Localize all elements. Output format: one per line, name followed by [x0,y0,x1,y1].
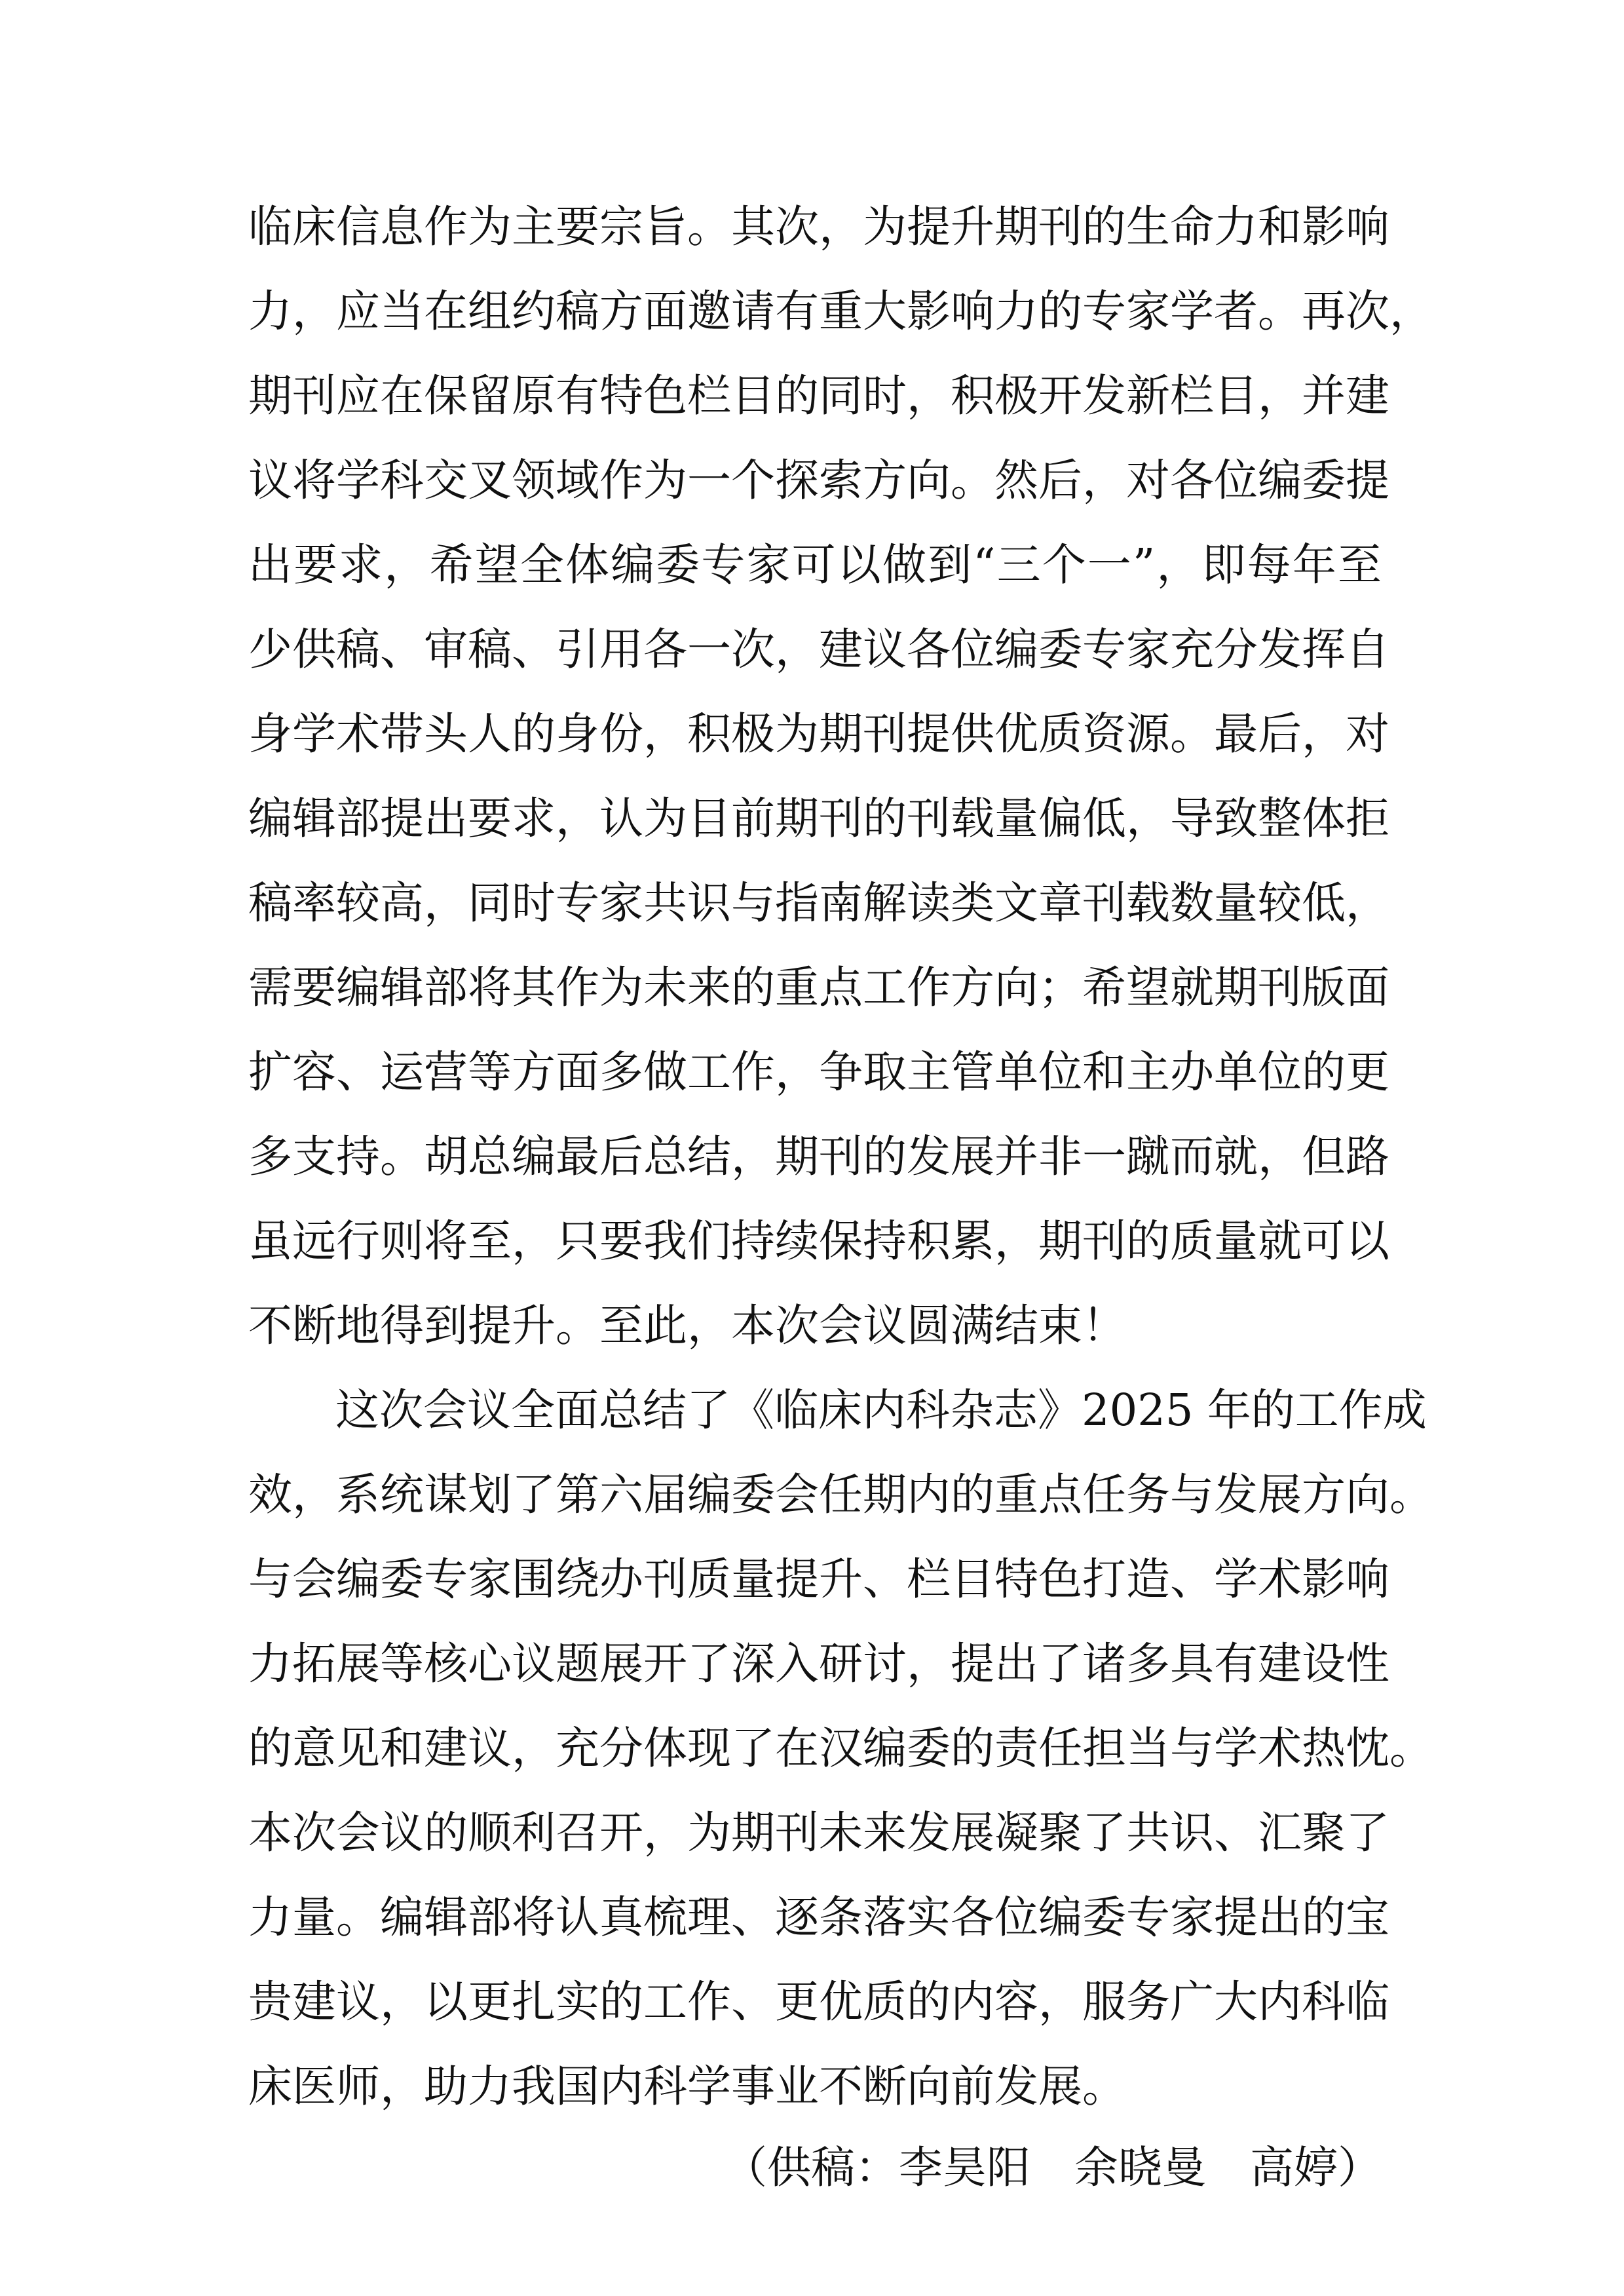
text-line: 少供稿、审稿、引用各一次，建议各位编委专家充分发挥自 [248,624,1389,675]
text-line: 身学术带头人的身份，积极为期刊提供优质资源。最后，对 [248,708,1389,759]
text-line: 出要求，希望全体编委专家可以做到“三个一”，即每年至 [248,539,1382,590]
text-line: 议将学科交叉领域作为一个探索方向。然后，对各位编委提 [248,455,1389,506]
text-line: 临床信息作为主要宗旨。其次，为提升期刊的生命力和影响 [248,201,1389,252]
text-line: 不断地得到提升。至此，本次会议圆满结束！ [248,1300,1126,1351]
text-line: 的意见和建议，充分体现了在汉编委的责任担当与学术热忱。 [248,1723,1433,1774]
text-line: 本次会议的顺利召开，为期刊未来发展凝聚了共识、汇聚了 [248,1807,1389,1858]
text-line: 床医师，助力我国内科学事业不断向前发展。 [248,2061,1126,2112]
text-line: 力拓展等核心议题展开了深入研讨，提出了诸多具有建设性 [248,1638,1389,1689]
text-line: 扩容、运营等方面多做工作，争取主管单位和主办单位的更 [248,1046,1389,1098]
text-line: 编辑部提出要求，认为目前期刊的刊载量偏低，导致整体拒 [248,793,1389,844]
text-line: 力，应当在组约稿方面邀请有重大影响力的专家学者。再次， [248,286,1433,337]
text-line: 效，系统谋划了第六届编委会任期内的重点任务与发展方向。 [248,1469,1433,1520]
author-credit: （供稿：李昊阳 余晓曼 高婷） [723,2142,1382,2193]
text-line: 需要编辑部将其作为未来的重点工作方向；希望就期刊版面 [248,962,1389,1013]
text-line: 期刊应在保留原有特色栏目的同时，积极开发新栏目，并建 [248,370,1389,421]
text-line: 与会编委专家围绕办刊质量提升、栏目特色打造、学术影响 [248,1554,1389,1605]
text-line: 这次会议全面总结了《临床内科杂志》2025 年的工作成 [335,1385,1427,1436]
text-line: 虽远行则将至，只要我们持续保持积累，期刊的质量就可以 [248,1215,1389,1267]
text-line: 贵建议，以更扎实的工作、更优质的内容，服务广大内科临 [248,1976,1389,2027]
text-line: 力量。编辑部将认真梳理、逐条落实各位编委专家提出的宝 [248,1892,1389,1943]
text-line: 稿率较高，同时专家共识与指南解读类文章刊载数量较低， [248,877,1389,928]
text-line: 多支持。胡总编最后总结，期刊的发展并非一蹴而就，但路 [248,1131,1389,1182]
